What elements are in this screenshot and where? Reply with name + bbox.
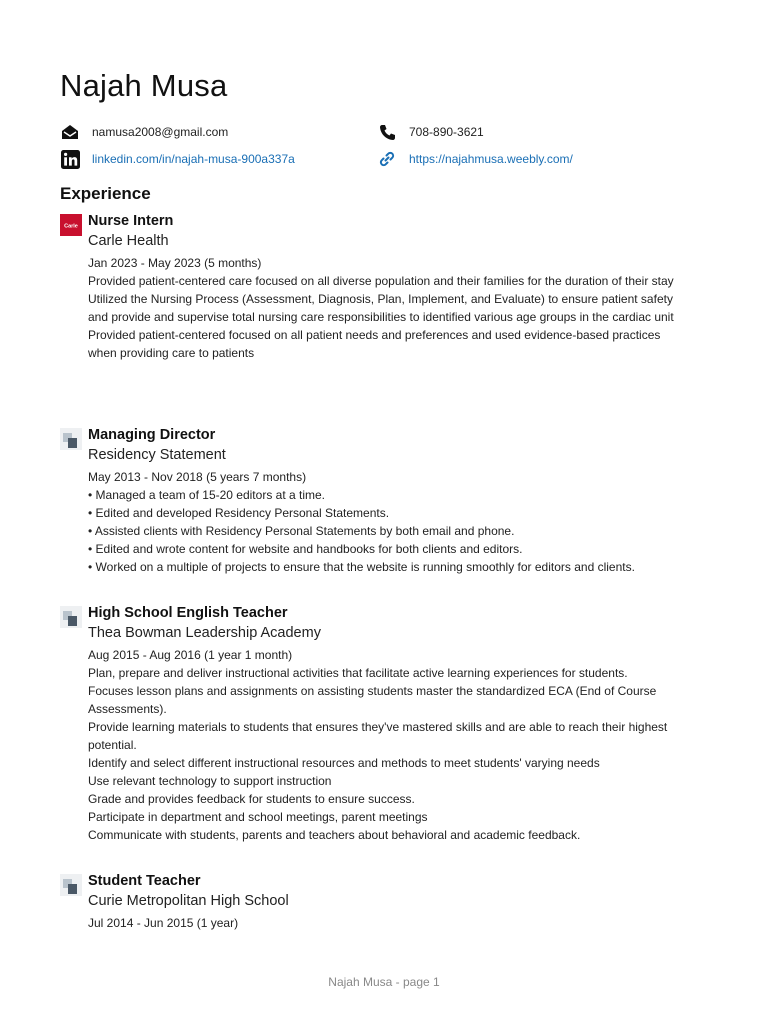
phone-text: 708-890-3621	[409, 125, 484, 139]
contact-website[interactable]	[377, 150, 573, 168]
job-entry	[60, 872, 680, 932]
job-dates: May 2013 - Nov 2018 (5 years 7 months)	[88, 470, 307, 484]
job-title: Managing Director	[88, 427, 216, 443]
job-title: High School English Teacher	[88, 605, 288, 621]
description-line: Utilized the Nursing Process (Assessment, Diagnosis, Plan, Implement, and Evaluate) to ensure patient safety and provide and supervise total nursing care responsibilities to identified various age groups in the cardiac unit	[88, 292, 674, 324]
description-line: • Worked on a multiple of projects to ensure that the website is running smoothly for editors and clients.	[88, 560, 635, 574]
job-entry	[60, 604, 680, 844]
company-name: Carle Health	[88, 233, 169, 249]
job-dates: Aug 2015 - Aug 2016 (1 year 1 month)	[88, 648, 293, 662]
description-line: • Edited and developed Residency Personal Statements.	[88, 506, 390, 520]
description-line: Use relevant technology to support instruction	[88, 774, 332, 788]
page-footer: Najah Musa - page 1	[328, 975, 440, 989]
description-line: Provided patient-centered focused on all patient needs and preferences and used evidence-based practices when providing care to patients	[88, 328, 661, 360]
description-line: Participate in department and school meetings, parent meetings	[88, 810, 428, 824]
experience-heading: Experience	[60, 184, 151, 203]
company-name: Thea Bowman Leadership Academy	[88, 625, 321, 641]
website-link[interactable]: https://najahmusa.weebly.com/	[409, 152, 573, 166]
company-logo-placeholder	[60, 606, 82, 628]
company-logo-placeholder	[60, 428, 82, 450]
description-line: Provided patient-centered care focused on all diverse population and their families for the duration of their stay	[88, 274, 674, 288]
envelope-icon	[60, 123, 80, 141]
description-line: Plan, prepare and deliver instructional activities that facilitate active learning experiences for students.	[88, 666, 628, 680]
job-dates: Jan 2023 - May 2023 (5 months)	[88, 256, 262, 270]
description-line: Grade and provides feedback for students to ensure success.	[88, 792, 415, 806]
company-name: Residency Statement	[88, 447, 226, 463]
link-icon	[377, 150, 397, 168]
description-line: • Assisted clients with Residency Personal Statements by both email and phone.	[88, 524, 515, 538]
contact-email	[60, 123, 228, 141]
job-entry	[60, 212, 680, 362]
job-title: Student Teacher	[88, 873, 201, 889]
job-description	[88, 486, 680, 576]
company-logo-placeholder	[60, 874, 82, 896]
job-description	[88, 272, 680, 362]
company-name: Curie Metropolitan High School	[88, 893, 289, 909]
job-title: Nurse Intern	[88, 213, 174, 229]
company-logo	[60, 214, 82, 236]
candidate-name: Najah Musa	[60, 68, 228, 103]
contact-linkedin[interactable]	[60, 150, 295, 168]
logo-text: Carle	[64, 223, 78, 230]
description-line: Communicate with students, parents and teachers about behavioral and academic feedback.	[88, 828, 581, 842]
description-line: Focuses lesson plans and assignments on assisting students master the standardized ECA (End of Course Assessments).	[88, 684, 657, 716]
description-line: Provide learning materials to students that ensures they've mastered skills and are able to reach their highest potential.	[88, 720, 668, 752]
job-entry	[60, 426, 680, 576]
linkedin-link[interactable]: linkedin.com/in/najah-musa-900a337a	[92, 152, 295, 166]
contact-phone	[377, 123, 484, 141]
description-line: • Edited and wrote content for website and handbooks for both clients and editors.	[88, 542, 523, 556]
linkedin-icon	[60, 150, 80, 168]
phone-icon	[377, 123, 397, 141]
description-line: Identify and select different instructional resources and methods to meet students' varying needs	[88, 756, 600, 770]
description-line: • Managed a team of 15-20 editors at a time.	[88, 488, 325, 502]
email-text: namusa2008@gmail.com	[92, 125, 229, 139]
job-dates: Jul 2014 - Jun 2015 (1 year)	[88, 916, 239, 930]
job-description	[88, 664, 680, 844]
